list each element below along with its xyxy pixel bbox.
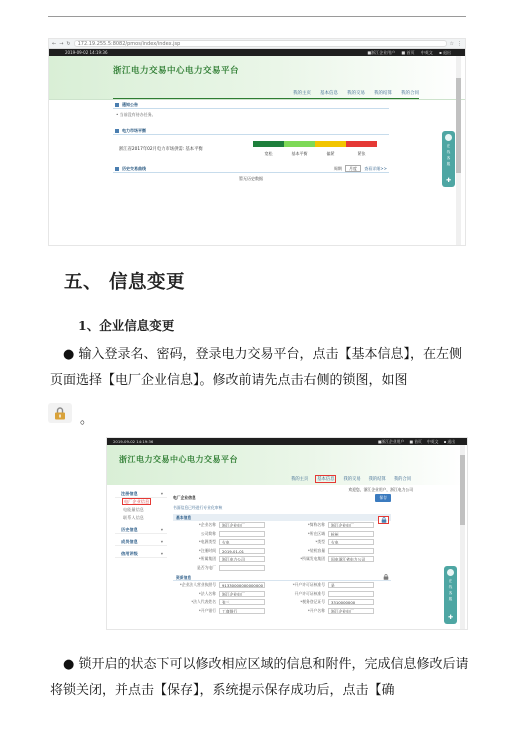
language-link[interactable]: 中英文 bbox=[420, 50, 433, 55]
field-label: *装机容量 bbox=[307, 547, 325, 553]
form-field bbox=[173, 608, 282, 614]
system-bar bbox=[49, 49, 465, 56]
balance-labels bbox=[253, 151, 377, 157]
notice-body: • 当前没有待办任务。 bbox=[116, 112, 156, 117]
logout-link[interactable]: ▪ 退出 bbox=[439, 50, 451, 55]
notice-title: 通知公告 bbox=[122, 102, 138, 107]
sidebar-group-credit[interactable] bbox=[115, 550, 167, 558]
period-mark: 。 bbox=[80, 412, 94, 427]
sidebar-group-members[interactable] bbox=[115, 538, 167, 546]
scrollbar[interactable] bbox=[456, 56, 461, 246]
sidebar-item-contacts[interactable] bbox=[115, 514, 167, 522]
system-bar bbox=[107, 438, 467, 445]
field-input[interactable]: 浙江电力公司 bbox=[219, 556, 265, 562]
sidebar-group-history[interactable] bbox=[115, 526, 167, 534]
basic-info-section-header bbox=[173, 514, 391, 521]
form-row bbox=[173, 564, 391, 573]
scroll-thumb[interactable] bbox=[460, 455, 465, 525]
period-label: 周期 bbox=[333, 166, 342, 171]
field-input[interactable]: 2019-01-01 bbox=[219, 548, 265, 554]
nav-trade[interactable]: 我的交易 bbox=[347, 91, 365, 96]
expand-icon: ✚ bbox=[445, 177, 452, 184]
form-field bbox=[173, 522, 282, 528]
sidebar-group-registration[interactable] bbox=[115, 490, 167, 498]
form-row bbox=[173, 581, 391, 590]
expand-icon: ✚ bbox=[447, 614, 454, 621]
form-row bbox=[173, 607, 391, 616]
field-label: 开户许可证核准号 bbox=[294, 590, 325, 596]
sidebar-item-label: 电能量信息 bbox=[123, 507, 144, 512]
browser-toolbar bbox=[49, 39, 465, 49]
user-link[interactable]: ■浙江企业用户 bbox=[367, 50, 396, 55]
basic-info-fields bbox=[173, 521, 391, 572]
chevron-down-icon: ▾ bbox=[160, 551, 163, 556]
paragraph-lock-instructions: ● 锁开启的状态下可以修改相应区域的信息和附件，完成信息修改后请将锁关闭，并点击【保存】，系统提示保存成功后，点击【确 bbox=[50, 657, 469, 698]
main-nav bbox=[291, 476, 411, 482]
form-field bbox=[173, 565, 282, 571]
form-row bbox=[173, 530, 391, 539]
nav-underline bbox=[113, 98, 419, 99]
site-title: 浙江电力交易中心电力交易平台 bbox=[113, 66, 240, 76]
scroll-thumb[interactable] bbox=[456, 78, 461, 173]
field-input[interactable]: 浙江企业电厂 bbox=[219, 591, 265, 597]
header-rule bbox=[48, 16, 466, 17]
service-icon bbox=[447, 569, 454, 576]
bar-tight bbox=[315, 141, 346, 147]
chevron-down-icon: ▾ bbox=[160, 527, 163, 532]
nav-contract[interactable]: 我的合同 bbox=[393, 477, 411, 482]
list-icon bbox=[115, 103, 119, 107]
welcome-text: 欢迎您，浙江企业用户，浙江电力公司 bbox=[348, 487, 413, 492]
service-char: 客 bbox=[446, 156, 451, 160]
menu-icon[interactable]: ⋮ bbox=[457, 40, 462, 47]
service-char: 线 bbox=[448, 585, 453, 589]
online-service-tab[interactable] bbox=[444, 566, 457, 624]
lock-icon bbox=[48, 403, 72, 423]
field-label: *电源类型 bbox=[198, 539, 216, 545]
market-panel-header bbox=[113, 127, 389, 135]
service-char: 在 bbox=[446, 144, 451, 148]
chart-icon bbox=[115, 167, 119, 171]
form-field bbox=[173, 531, 282, 537]
bar-loose bbox=[253, 141, 284, 147]
balance-bar bbox=[253, 141, 377, 147]
star-icon[interactable]: ☆ bbox=[449, 40, 454, 47]
home-link[interactable]: ■ 首页 bbox=[409, 439, 422, 444]
field-input[interactable]: 浙江企业电厂 bbox=[328, 522, 374, 528]
service-char: 在 bbox=[448, 579, 453, 583]
field-input[interactable] bbox=[219, 531, 265, 537]
field-label: *开户许可证核准号 bbox=[292, 582, 325, 588]
paragraph-instructions: ● 输入登录名、密码，登录电力交易平台，点击【基本信息】，在左侧页面选择【电厂企业信息】。修改前请先点击右侧的锁图，如图 bbox=[50, 347, 462, 388]
reload-icon[interactable]: ↻ bbox=[66, 40, 71, 47]
service-char: 服 bbox=[446, 162, 451, 166]
field-input[interactable]: 国电浙江省电力公司 bbox=[328, 556, 374, 562]
section-title: 基本信息 bbox=[176, 515, 192, 520]
market-balance bbox=[113, 135, 389, 165]
chevron-down-icon: ▾ bbox=[160, 539, 163, 544]
sidebar-group-label: 注册信息 bbox=[121, 491, 138, 496]
form-field bbox=[173, 548, 282, 554]
market-status-text: 浙江省2017年02月电力市场供需: 基本平衡 bbox=[119, 147, 203, 152]
market-title: 电力市场平衡 bbox=[122, 128, 146, 133]
qualification-fields bbox=[173, 581, 391, 615]
field-label: 是否为电厂 bbox=[197, 564, 216, 570]
field-label: *所在区域 bbox=[307, 530, 325, 536]
field-input[interactable] bbox=[328, 565, 374, 571]
form-header bbox=[173, 494, 391, 502]
field-input[interactable]: 工商银行 bbox=[219, 608, 265, 614]
history-controls bbox=[334, 166, 387, 172]
form-row bbox=[173, 598, 391, 607]
form-field bbox=[282, 548, 391, 554]
nav-home[interactable]: 我的主页 bbox=[293, 91, 311, 96]
form-field bbox=[282, 608, 391, 614]
label-balanced: 基本平衡 bbox=[291, 151, 308, 156]
form-field bbox=[173, 539, 282, 545]
form-row bbox=[173, 590, 391, 599]
history-panel bbox=[113, 165, 389, 173]
service-char: 客 bbox=[448, 591, 453, 595]
field-input[interactable]: 张三 bbox=[219, 599, 265, 605]
lock-toggle-button[interactable] bbox=[378, 516, 389, 524]
no-data-text: 暂无历史数据 bbox=[239, 176, 263, 181]
field-label: *简称名称 bbox=[307, 522, 325, 528]
form-field bbox=[173, 556, 282, 562]
field-input[interactable]: 浙江企业电厂 bbox=[328, 608, 374, 614]
site-banner bbox=[107, 445, 467, 485]
period-select[interactable]: 月度 bbox=[345, 165, 361, 172]
back-icon[interactable]: ← bbox=[52, 40, 57, 47]
form-field bbox=[282, 556, 391, 562]
form-field bbox=[282, 599, 391, 605]
screenshot-home-page bbox=[48, 38, 466, 246]
service-char: 服 bbox=[448, 597, 453, 601]
field-label: *企业名称 bbox=[198, 522, 216, 528]
qualification-section-header bbox=[173, 574, 391, 581]
nav-trade[interactable]: 我的交易 bbox=[343, 477, 361, 482]
form-row bbox=[173, 538, 391, 547]
form-field bbox=[282, 591, 391, 597]
form-hint: 书面信息已经进行专业化审核 bbox=[173, 505, 223, 510]
form-field bbox=[282, 582, 391, 588]
bar-shortage bbox=[346, 141, 377, 147]
field-input[interactable]: 火电 bbox=[219, 539, 265, 545]
plant-info-form bbox=[173, 494, 391, 615]
nav-basic-info[interactable]: 基本信息 bbox=[317, 477, 335, 482]
form-field bbox=[282, 565, 391, 571]
field-label: *税务登记证号 bbox=[300, 599, 325, 605]
field-input[interactable]: 91330000000000000 bbox=[219, 582, 265, 588]
sidebar-item-label: 联系人信息 bbox=[123, 515, 144, 520]
field-input[interactable]: 是 bbox=[328, 582, 374, 588]
bar-balanced bbox=[284, 141, 315, 147]
field-input[interactable] bbox=[219, 565, 265, 571]
site-banner bbox=[49, 56, 465, 100]
nav-contract[interactable]: 我的合同 bbox=[401, 91, 419, 96]
sidebar-item-label: 电厂企业信息 bbox=[124, 499, 150, 504]
view-detail-link[interactable]: 查看详细>> bbox=[364, 166, 387, 171]
field-label: *法人代表姓名 bbox=[191, 599, 216, 605]
field-label: *类型 bbox=[315, 539, 325, 545]
balance-icon bbox=[115, 129, 119, 133]
screenshot-company-info bbox=[106, 437, 468, 630]
nav-settlement[interactable]: 我的结算 bbox=[368, 477, 386, 482]
site-title: 浙江电力交易中心电力交易平台 bbox=[119, 454, 238, 464]
form-field bbox=[173, 599, 282, 605]
field-label: *注册时间 bbox=[198, 547, 216, 553]
system-time: 2019-09-02 14:19:36 bbox=[113, 439, 154, 444]
field-input[interactable]: 3310000000 bbox=[328, 599, 374, 605]
nav-settlement[interactable]: 我的结算 bbox=[374, 91, 392, 96]
label-tight: 偏紧 bbox=[326, 151, 335, 156]
form-field bbox=[282, 522, 391, 528]
field-label: *企业法人营业执照号 bbox=[179, 582, 216, 588]
user-link[interactable]: ■浙江企业用户 bbox=[377, 439, 405, 444]
chevron-down-icon: ▾ bbox=[160, 491, 163, 496]
field-label: *所属集团 bbox=[198, 556, 216, 562]
sidebar-item-plant-info[interactable] bbox=[115, 498, 167, 506]
service-icon bbox=[445, 134, 452, 141]
form-row bbox=[173, 521, 391, 530]
form-field bbox=[173, 591, 282, 597]
nav-basic-info[interactable]: 基本信息 bbox=[320, 91, 338, 96]
form-row bbox=[173, 547, 391, 556]
field-label: *法人名称 bbox=[198, 590, 216, 596]
online-service-tab[interactable] bbox=[442, 131, 455, 187]
field-input[interactable]: 火电 bbox=[328, 539, 374, 545]
home-content bbox=[113, 101, 389, 182]
field-label: 公司简称 bbox=[200, 530, 216, 536]
sidebar-group-label: 信用评级 bbox=[121, 551, 138, 556]
field-label: *所属发电集团 bbox=[300, 556, 325, 562]
section-heading: 五、 信息变更 bbox=[64, 272, 185, 293]
lock-icon[interactable] bbox=[383, 574, 389, 582]
form-field bbox=[282, 531, 391, 537]
language-link[interactable]: 中英文 bbox=[427, 439, 439, 444]
label-loose: 宽松 bbox=[264, 151, 273, 156]
system-time: 2019-09-02 14:19:36 bbox=[65, 50, 108, 55]
notice-panel-header bbox=[113, 101, 389, 109]
form-field bbox=[173, 582, 282, 588]
main-nav bbox=[293, 90, 419, 96]
nav-home[interactable]: 我的主页 bbox=[291, 477, 309, 482]
history-title: 历史交易曲线 bbox=[122, 166, 146, 171]
scrollbar[interactable] bbox=[460, 445, 465, 630]
left-sidebar bbox=[115, 490, 167, 558]
subsection-heading: 1、企业信息变更 bbox=[78, 318, 175, 333]
field-input[interactable] bbox=[328, 548, 374, 554]
section-title: 资质信息 bbox=[176, 575, 192, 580]
forward-icon[interactable]: → bbox=[59, 40, 64, 47]
form-field bbox=[282, 539, 391, 545]
label-shortage: 紧张 bbox=[357, 151, 366, 156]
sidebar-item-energy-info[interactable] bbox=[115, 506, 167, 514]
lock-icon bbox=[381, 517, 387, 523]
field-label: *开户名称 bbox=[307, 607, 325, 613]
form-row bbox=[173, 555, 391, 564]
form-title: 电厂企业信息 bbox=[173, 495, 196, 500]
field-input[interactable]: 浙江企业电厂 bbox=[219, 522, 265, 528]
address-bar[interactable]: 172.19.255.5:8082/pmos/index/index.jsp bbox=[74, 40, 447, 47]
save-button[interactable]: 保存 bbox=[375, 494, 391, 502]
field-input[interactable] bbox=[328, 591, 374, 597]
home-link[interactable]: ■ 首页 bbox=[401, 50, 415, 55]
sidebar-group-label: 历史信息 bbox=[121, 527, 138, 532]
field-input[interactable]: 杭州 bbox=[328, 531, 374, 537]
logout-link[interactable]: ▪ 退出 bbox=[443, 439, 455, 444]
field-label: *开户银行 bbox=[198, 607, 216, 613]
sidebar-group-label: 成员信息 bbox=[121, 539, 138, 544]
service-char: 线 bbox=[446, 150, 451, 154]
